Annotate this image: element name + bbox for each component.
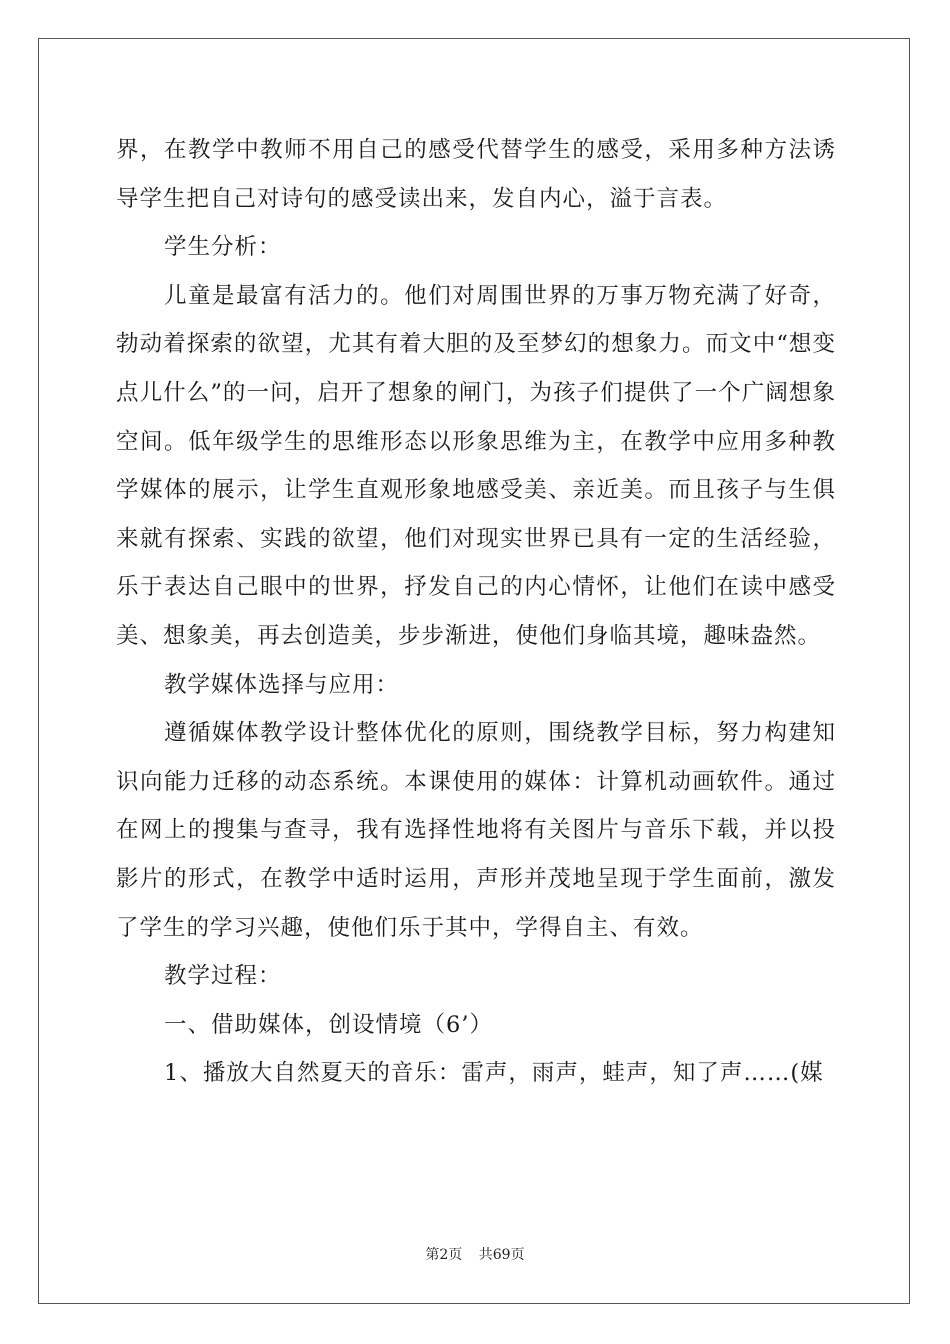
section-heading-1: 一、借助媒体，创设情境（6’）: [164, 1011, 493, 1038]
page-number: 第2页: [425, 1247, 463, 1263]
document-body: [116, 126, 836, 1098]
paragraph-continuation: 界，在教学中教师不用自己的感受代替学生的感受，采用多种方法诱导学生把自己对诗句的感受读出来，发自内心，溢于言表。: [116, 137, 836, 212]
paragraph-student-analysis: 儿童是最富有活力的。他们对周围世界的万事万物充满了好奇，勃动着探索的欲望，尤其有着大胆的及至梦幻的想象力。而文中“想变点儿什么”的一问，启开了想象的闸门，为孩子们提供了一个广阔想象空间。低年级学生的思维形态以形象思维为主，在教学中应用多种教学媒体的展示，让学生直观形象地感受美、亲近美。而且孩子与生俱来就有探索、实践的欲望，他们对现实世界已具有一定的生活经验，乐于表达自己眼中的世界，抒发自己的内心情怀，让他们在读中感受美、想象美，再去创造美，步步渐进，使他们身临其境，趣味盎然。: [116, 282, 836, 649]
heading-student-analysis: 学生分析：: [164, 234, 282, 261]
heading-teaching-process: 教学过程：: [164, 963, 282, 990]
paragraph-media-selection: 遵循媒体教学设计整体优化的原则，围绕教学目标，努力构建知识向能力迁移的动态系统。本课使用的媒体：计算机动画软件。通过在网上的搜集与查寻，我有选择性地将有关图片与音乐下载，并以投影片的形式，在教学中适时运用，声形并茂地呈现于学生面前，激发了学生的学习兴趣，使他们乐于其中，学得自主、有效。: [116, 720, 836, 941]
page-footer: [0, 1244, 950, 1264]
paragraph-step-1: 1、播放大自然夏天的音乐：雷声，雨声，蛙声，知了声……(媒: [164, 1060, 824, 1087]
heading-media-selection: 教学媒体选择与应用：: [164, 671, 400, 698]
page-total: 共69页: [478, 1247, 525, 1263]
